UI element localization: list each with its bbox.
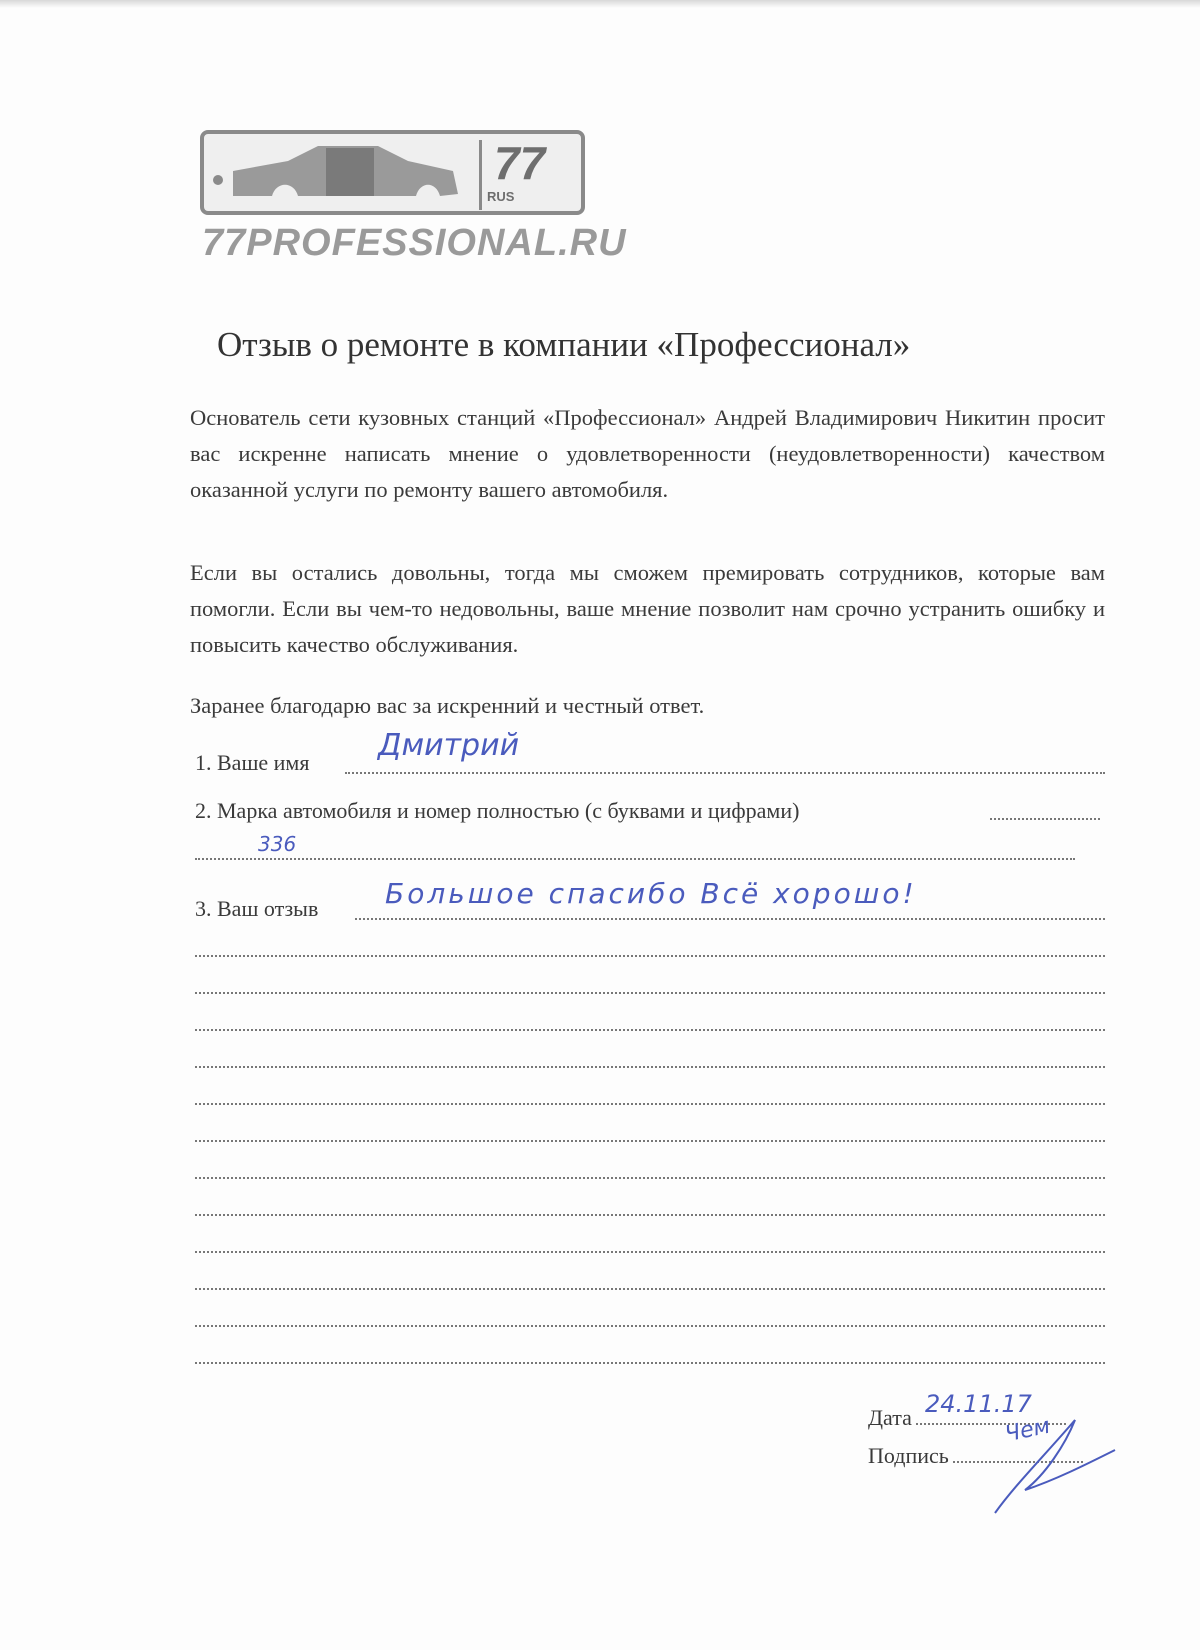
- review-dotted-line-11: [195, 1288, 1105, 1290]
- document-title: Отзыв о ремонте в компании «Профессионал»: [217, 325, 911, 364]
- name-handwritten[interactable]: Дмитрий: [378, 728, 520, 763]
- name-label: 1. Ваше имя: [195, 750, 310, 775]
- logo-url: 77PROFESSIONAL.RU: [202, 222, 627, 264]
- plate-number: 77: [494, 137, 546, 189]
- review-dotted-line-10: [195, 1251, 1105, 1253]
- car-dotted-line-2: [195, 858, 1075, 860]
- signature-handwritten[interactable]: Чем: [1002, 1413, 1053, 1448]
- review-dotted-line-13: [195, 1362, 1105, 1364]
- review-dotted-line-5: [195, 1066, 1105, 1068]
- review-dotted-line-3: [195, 992, 1105, 994]
- review-dotted-line-9: [195, 1214, 1105, 1216]
- review-dotted-line-2: [195, 955, 1105, 957]
- review-dotted-line-1: [355, 918, 1105, 920]
- car-label: 2. Марка автомобиля и номер полностью (с буквами и цифрами): [195, 798, 800, 823]
- logo-frame: [200, 130, 585, 215]
- review-dotted-line-12: [195, 1325, 1105, 1327]
- name-dotted-line: [345, 772, 1105, 774]
- scan-edge: [0, 0, 1200, 8]
- car-silhouette-icon: [208, 136, 478, 211]
- car-dotted-line-1: [990, 818, 1100, 820]
- date-handwritten[interactable]: 24.11.17: [925, 1390, 1032, 1418]
- plate-region: RUS: [487, 189, 515, 204]
- review-label: 3. Ваш отзыв: [195, 896, 319, 921]
- intro-paragraph: Основатель сети кузовных станций «Профессионал» Андрей Владимирович Никитин просит вас искренне написать мнение о удовлетворенности (неудовлетворенности) качеством оказанной услуги по ремонту вашего автомобиля.: [190, 405, 1105, 502]
- car-field: [195, 798, 1105, 824]
- signature-stroke-icon: [975, 1395, 1125, 1525]
- date-label: Дата: [868, 1405, 912, 1430]
- review-handwritten[interactable]: Большое спасибо Всё хорошо!: [385, 877, 917, 910]
- review-dotted-line-7: [195, 1140, 1105, 1142]
- review-dotted-line-8: [195, 1177, 1105, 1179]
- motivation-paragraph: Если вы остались довольны, тогда мы сможем премировать сотрудников, которые вам помогли. Если вы чем-то недовольны, ваше мнение позволит нам срочно устранить ошибку и повысить качество обслуживания.: [190, 560, 1105, 657]
- plate-divider: [479, 140, 482, 210]
- review-dotted-line-4: [195, 1029, 1105, 1031]
- thanks-paragraph: Заранее благодарю вас за искренний и честный ответ.: [190, 693, 705, 718]
- signature-label: Подпись: [868, 1443, 949, 1468]
- company-logo: [200, 130, 627, 270]
- review-dotted-line-6: [195, 1103, 1105, 1105]
- car-handwritten[interactable]: 336: [258, 832, 297, 856]
